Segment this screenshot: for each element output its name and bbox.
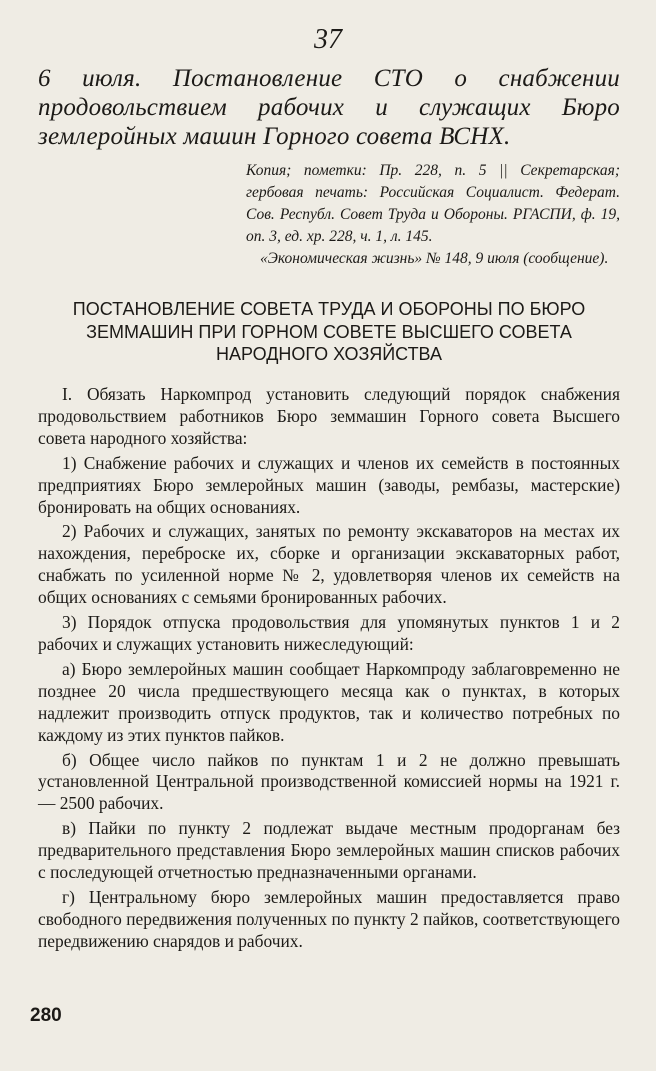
paragraph-item-1: 1) Снабжение рабочих и служащих и членов их семейств в постоянных предприятиях Бюро землеройных машин (заводы, рембазы, мастерские) бронировать на общих основаниях.	[38, 452, 620, 517]
paragraph-intro: I. Обязать Наркомпрод установить следующий порядок снабжения продовольствием работников Бюро земмашин Горного совета Высшего совета народного хозяйства:	[38, 384, 620, 448]
paragraph-item-3a: а) Бюро землеройных машин сообщает Наркомпроду заблаговременно не позднее 20 числа предшествующего месяца как о пунктах, в которых надлежит производить отпуск продуктов, так и количество потребных по каждому из этих пунктов пайков.	[38, 658, 620, 745]
paragraph-item-3: 3) Порядок отпуска продовольствия для упомянутых пунктов 1 и 2 рабочих и служащих установить нижеследующий:	[38, 612, 620, 654]
paragraph-item-2: 2) Рабочих и служащих, занятых по ремонту экскаваторов на местах их нахождения, переброске их, сборке и организации экскаваторных работ, снабжать по усиленной норме № 2, удовлетворяя членов их семейств на общих основаниях с семьями бронированных рабочих.	[38, 521, 620, 608]
document-body	[38, 384, 620, 956]
document-number: 37	[314, 24, 342, 55]
entry-heading: 6 июля. Постановление СТО о снабжении продовольствием рабочих и служащих Бюро землеройных машин Горного совета ВСНХ.	[38, 65, 620, 150]
document-title: ПОСТАНОВЛЕНИЕ СОВЕТА ТРУДА И ОБОРОНЫ ПО БЮРО ЗЕММАШИН ПРИ ГОРНОМ СОВЕТЕ ВЫСШЕГО СОВЕТА НАРОДНОГО ХОЗЯЙСТВА	[72, 299, 586, 364]
archive-reference: Копия; пометки: Пр. 228, п. 5 || Секретарская; гербовая печать: Российская Социалист. Федерат. Сов. Республ. Совет Труда и Обороны. РГАСПИ, ф. 19, оп. 3, ед. хр. 228, ч. 1, л. 145.	[246, 162, 620, 245]
paragraph-item-3b: б) Общее число пайков по пунктам 1 и 2 не должно превышать установленной Центральной производственной комиссией нормы на 1921 г. — 2500 рабочих.	[38, 749, 620, 814]
page-number: 280	[30, 1005, 62, 1026]
paragraph-item-3v: в) Пайки по пункту 2 подлежат выдаче местным продорганам без предварительного представления Бюро землеройных машин списков рабочих с последующей отчетностью предназначенными органами.	[38, 818, 620, 883]
paragraph-item-3g: г) Центральному бюро землеройных машин предоставляется право свободного передвижения полученных по пункту 2 пайков, соответствующего передвижению снарядов и рабочих.	[38, 886, 620, 951]
publication-reference: «Экономическая жизнь» № 148, 9 июля (сообщение).	[260, 250, 609, 267]
source-note	[246, 160, 620, 270]
